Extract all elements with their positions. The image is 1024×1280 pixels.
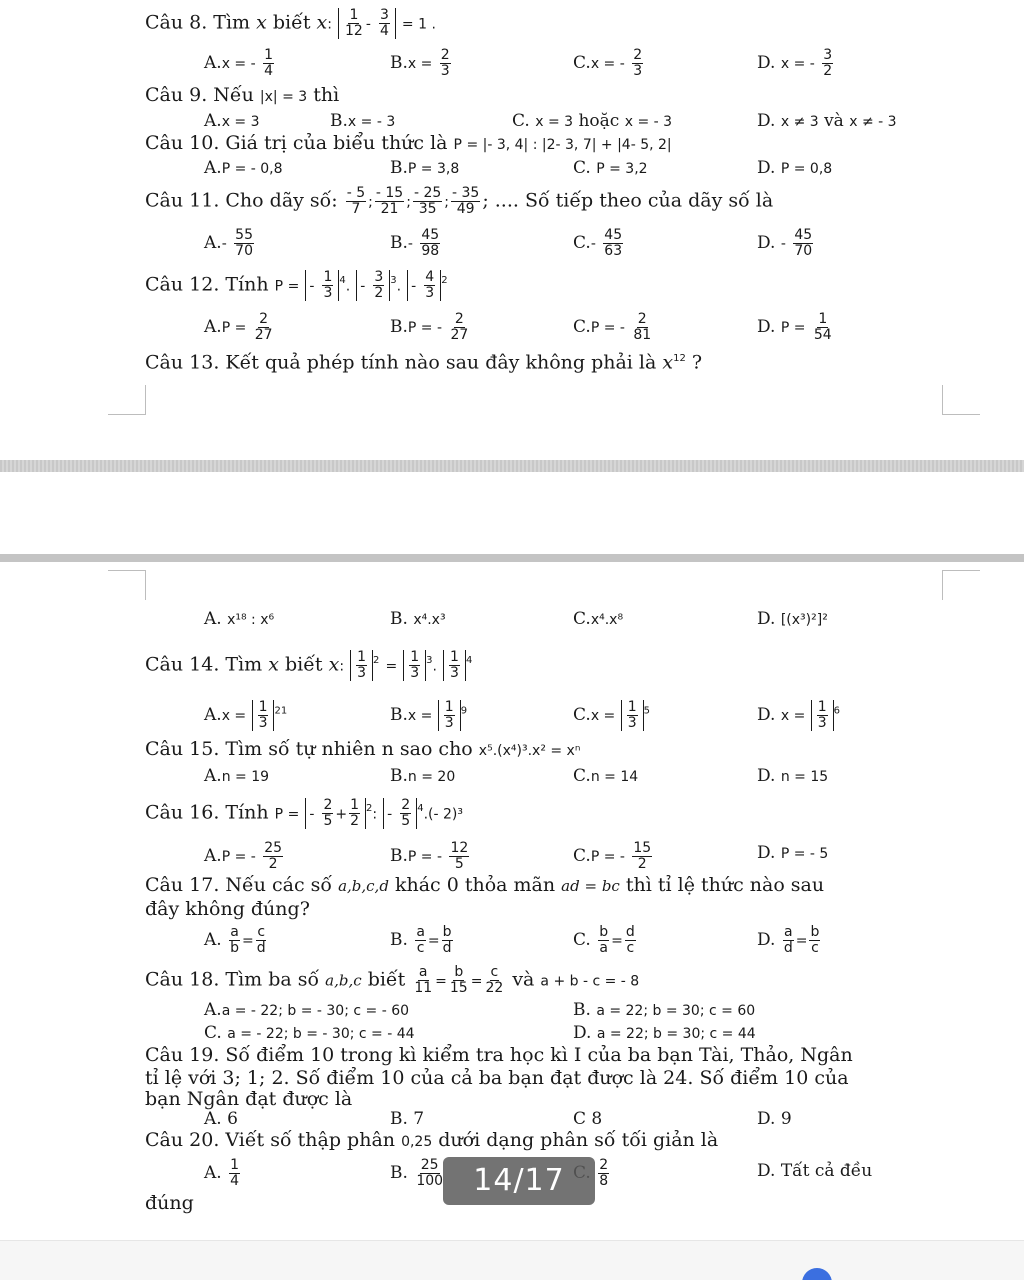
q19-option-d[interactable]: D. 9 [757, 1109, 792, 1129]
q16-option-d[interactable]: D. P = - 5 [757, 843, 829, 863]
question-20: Câu 20. Viết số thập phân 0,25 dưới dạng phân số tối giản là [145, 1129, 719, 1151]
document-page-top [0, 0, 1024, 460]
q9-option-c[interactable]: C. x = 3 hoặc x = - 3 [512, 111, 673, 131]
q19-option-a[interactable]: A. 6 [204, 1109, 238, 1129]
q18-option-b[interactable]: B. a = 22; b = 30; c = 60 [573, 1000, 756, 1020]
question-11: Câu 11. Cho dãy số: $\frac{- 5}{7}$ ; $\frac{- 15}{21}$ ; $\frac{- 25}{35}$ ; $\frac{- 35}{49}$ ; .... Số tiếp theo của dãy số là [145, 185, 774, 217]
q8-frac2: $\frac{3}{4}$ [379, 7, 389, 39]
q14-option-c[interactable]: C.x = $\frac{1}{3}$ $^5$ [573, 699, 650, 731]
page-margin-corner [108, 385, 146, 415]
q14-option-b[interactable]: B.x = $\frac{1}{3}$ $^9$ [390, 699, 468, 731]
q10-option-a[interactable]: A.P = - 0,8 [204, 158, 283, 178]
question-14: Câu 14. Tìm x biết x: $\frac{1}{3}$ $^2$ = $\frac{1}{3}$ $^3$. $\frac{1}{3}$ $^4$ [145, 649, 473, 681]
page-margin-corner [942, 385, 980, 415]
question-13: Câu 13. Kết quả phép tính nào sau đây không phải là $x^{12}$ ? [145, 351, 703, 374]
q15-option-d[interactable]: D. n = 15 [757, 766, 829, 786]
page-indicator: 14/17 [443, 1157, 595, 1205]
question-19-line-2: tỉ lệ với 3; 1; 2. Số điểm 10 của cả ba bạn đạt được là 24. Số điểm 10 của [145, 1067, 849, 1089]
page-margin-corner [942, 570, 980, 600]
q13-option-a[interactable]: A. x¹⁸ : x⁶ [204, 609, 275, 629]
q16-option-c[interactable]: C.P = - $\frac{15}{2}$ [573, 840, 652, 872]
q20-option-d-wrap: đúng [145, 1192, 194, 1214]
question-16: Câu 16. Tính P = - $\frac{2}{5}$ + $\frac{1}{2}$ $^2$: - $\frac{2}{5}$ $^4$.(- 2)³ [145, 797, 463, 829]
q15-option-b[interactable]: B.n = 20 [390, 766, 456, 786]
question-17-line-2: đây không đúng? [145, 898, 310, 920]
q13-option-b[interactable]: B. x⁴.x³ [390, 609, 446, 629]
q20-option-b[interactable]: B. $\frac{25}{100}$ [390, 1157, 444, 1189]
question-8: Câu 8. Tìm x biết x: $\frac{1}{12}$ - $\frac{3}{4}$ = 1 . [145, 7, 436, 39]
question-17: Câu 17. Nếu các số a,b,c,d khác 0 thỏa mãn ad = bc thì tỉ lệ thức nào sau [145, 874, 825, 896]
q19-option-c[interactable]: C 8 [573, 1109, 603, 1129]
q12-option-a[interactable]: A.P = $\frac{2}{27}$ [204, 311, 273, 343]
q8-var: x [256, 11, 267, 34]
q17-option-c[interactable]: C. $\frac{b}{a}$ = $\frac{d}{c}$ [573, 924, 635, 956]
q17-option-d[interactable]: D. $\frac{a}{d}$ = $\frac{b}{c}$ [757, 924, 820, 956]
q17-option-a[interactable]: A. $\frac{a}{b}$ = $\frac{c}{d}$ [204, 924, 266, 956]
q8-frac1: $\frac{1}{12}$ [345, 7, 363, 39]
q9-option-b[interactable]: B.x = - 3 [330, 111, 396, 131]
q11-option-c[interactable]: C.- $\frac{45}{63}$ [573, 227, 623, 259]
q20-option-d[interactable]: D. Tất cả đều [757, 1161, 873, 1181]
q14-option-a[interactable]: A.x = $\frac{1}{3}$ $^{21}$ [204, 699, 288, 731]
q14-option-d[interactable]: D. x = $\frac{1}{3}$ $^6$ [757, 699, 841, 731]
q8-word: biết [272, 11, 311, 34]
q11-option-d[interactable]: D. - $\frac{45}{70}$ [757, 227, 813, 259]
q12-option-b[interactable]: B.P = - $\frac{2}{27}$ [390, 311, 469, 343]
question-19: Câu 19. Số điểm 10 trong kì kiểm tra học kì I của ba bạn Tài, Thảo, Ngân [145, 1044, 853, 1066]
q8-option-c[interactable]: C.x = - $\frac{2}{3}$ [573, 47, 643, 79]
q16-option-b[interactable]: B.P = - $\frac{12}{5}$ [390, 840, 469, 872]
q8-tail: = 1 . [401, 16, 436, 33]
q13-option-c[interactable]: C.x⁴.x⁸ [573, 609, 624, 629]
q15-option-c[interactable]: C.n = 14 [573, 766, 639, 786]
q20-option-c[interactable]: $\frac{2}{8}$ [599, 1157, 609, 1189]
q17-option-b[interactable]: B. $\frac{a}{c}$ = $\frac{b}{d}$ [390, 924, 452, 956]
question-19-line-3: bạn Ngân đạt được là [145, 1088, 353, 1110]
q8-option-b[interactable]: B.x = $\frac{2}{3}$ [390, 47, 450, 79]
q8-var-2: x [316, 11, 328, 34]
question-12: Câu 12. Tính P = - $\frac{1}{3}$ $^4$. - $\frac{3}{2}$ $^3$. - $\frac{4}{3}$ $^2$ [145, 269, 448, 301]
q10-option-c[interactable]: C. P = 3,2 [573, 158, 648, 178]
question-10: Câu 10. Giá trị của biểu thức là P = |- 3, 4| : |2- 3, 7| + |4- 5, 2| [145, 132, 672, 154]
viewer-bottom-bar [0, 1240, 1024, 1280]
q10-option-d[interactable]: D. P = 0,8 [757, 158, 833, 178]
q18-option-d[interactable]: D. a = 22; b = 30; c = 44 [573, 1023, 756, 1043]
q11-option-a[interactable]: A.- $\frac{55}{70}$ [204, 227, 253, 259]
q8-option-a[interactable]: A.x = - $\frac{1}{4}$ [204, 47, 273, 79]
q12-option-d[interactable]: D. P = $\frac{1}{54}$ [757, 311, 832, 343]
page-margin-corner [108, 570, 146, 600]
question-18: Câu 18. Tìm ba số a,b,c biết $\frac{a}{11}$ = $\frac{b}{15}$ = $\frac{c}{22}$ và a + b - c = - 8 [145, 964, 640, 996]
q8-label: Câu 8. Tìm [145, 11, 251, 34]
q10-option-b[interactable]: B.P = 3,8 [390, 158, 460, 178]
q9-option-d[interactable]: D. x ≠ 3 và x ≠ - 3 [757, 111, 897, 131]
q13-option-d[interactable]: D. [(x³)²]² [757, 609, 828, 629]
page-separator [0, 460, 1024, 562]
question-15: Câu 15. Tìm số tự nhiên n sao cho x⁵.(x⁴)³.x² = xⁿ [145, 738, 581, 760]
q16-option-a[interactable]: A.P = - $\frac{25}{2}$ [204, 840, 283, 872]
q18-option-c[interactable]: C. a = - 22; b = - 30; c = - 44 [204, 1023, 415, 1043]
question-9: Câu 9. Nếu |x| = 3 thì [145, 84, 340, 106]
q18-option-a[interactable]: A.a = - 22; b = - 30; c = - 60 [204, 1000, 410, 1020]
q20-option-a[interactable]: A. $\frac{1}{4}$ [204, 1157, 240, 1189]
q11-option-b[interactable]: B.- $\frac{45}{98}$ [390, 227, 440, 259]
q12-option-c[interactable]: C.P = - $\frac{2}{81}$ [573, 311, 652, 343]
q19-option-b[interactable]: B. 7 [390, 1109, 425, 1129]
q8-option-d[interactable]: D. x = - $\frac{3}{2}$ [757, 47, 833, 79]
q8-abs: $\frac{1}{12}$ - $\frac{3}{4}$ [338, 8, 396, 39]
q9-option-a[interactable]: A.x = 3 [204, 111, 260, 131]
q15-option-a[interactable]: A.n = 19 [204, 766, 270, 786]
